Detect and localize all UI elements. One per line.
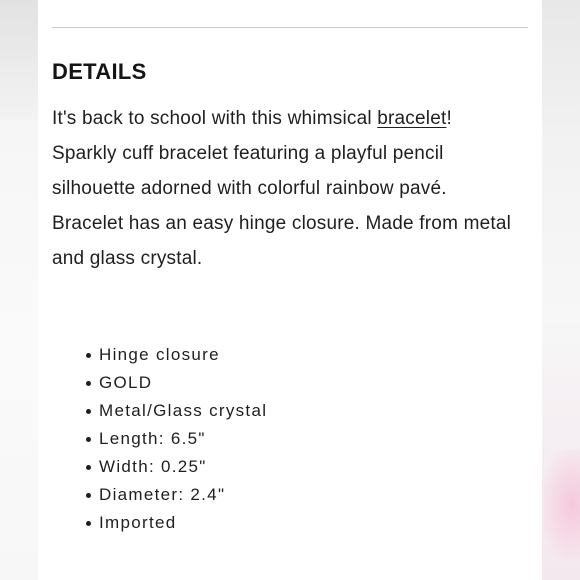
details-panel xyxy=(38,0,542,580)
details-heading: DETAILS xyxy=(52,59,147,84)
feature-text: Hinge closure xyxy=(99,345,220,364)
feature-text: Width: 0.25" xyxy=(99,457,207,476)
feature-list xyxy=(86,341,267,537)
bullet-icon xyxy=(86,353,91,358)
feature-item xyxy=(86,509,267,537)
feature-item xyxy=(86,341,267,369)
bullet-icon xyxy=(86,437,91,442)
bullet-icon xyxy=(86,521,91,526)
background-pink-blur xyxy=(542,450,580,560)
description-rest: ! Sparkly cuff bracelet featuring a playful pencil silhouette adorned with colorful rainbow pavé. Bracelet has an easy hinge closure. Made from metal and glass crystal. xyxy=(52,108,512,269)
bracelet-link[interactable]: bracelet xyxy=(377,108,447,129)
bullet-icon xyxy=(86,381,91,386)
feature-item xyxy=(86,453,267,481)
bullet-icon xyxy=(86,465,91,470)
product-description xyxy=(52,101,522,276)
feature-text: Imported xyxy=(99,513,177,532)
background-right-edge xyxy=(542,0,580,580)
bullet-icon xyxy=(86,409,91,414)
feature-item xyxy=(86,481,267,509)
background-shade xyxy=(0,0,38,120)
background-left-edge xyxy=(0,0,38,580)
feature-text: GOLD xyxy=(99,373,153,392)
feature-item xyxy=(86,369,267,397)
section-divider xyxy=(52,27,528,28)
bullet-icon xyxy=(86,493,91,498)
feature-text: Diameter: 2.4" xyxy=(99,485,226,504)
feature-text: Length: 6.5" xyxy=(99,429,206,448)
feature-item xyxy=(86,425,267,453)
feature-text: Metal/Glass crystal xyxy=(99,401,268,420)
feature-item xyxy=(86,397,267,425)
description-intro: It's back to school with this whimsical xyxy=(52,108,378,129)
